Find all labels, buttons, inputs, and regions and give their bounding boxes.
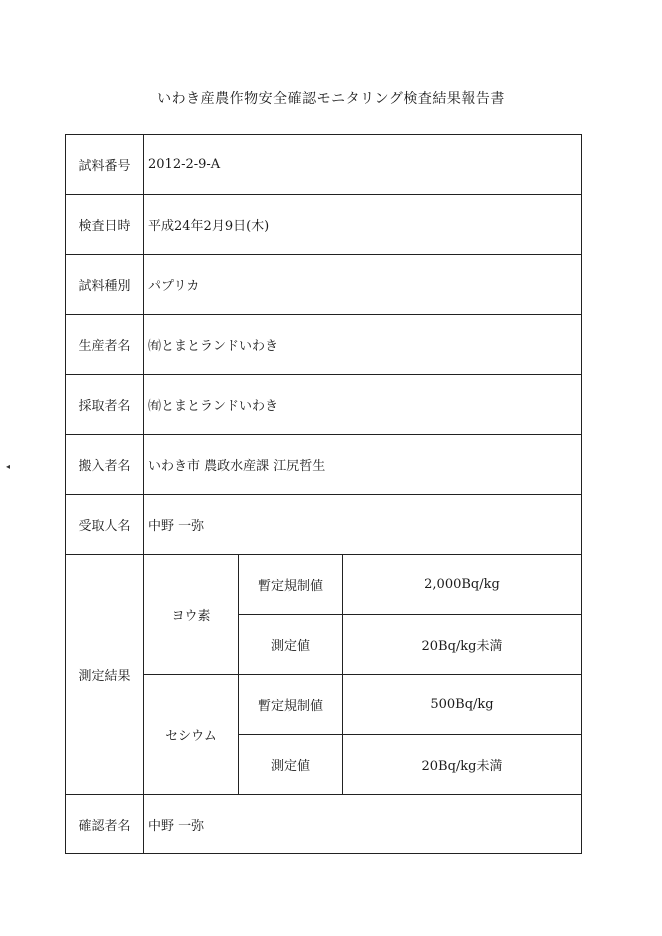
cesium-measured-value: 20Bq/kg未満 [343, 735, 582, 795]
sample-number-value: 2012-2-9-A [144, 135, 582, 195]
results-label: 測定結果 [66, 555, 144, 795]
row-sample-number [66, 135, 582, 195]
deliverer-value: いわき市 農政水産課 江尻哲生 [144, 435, 582, 495]
sample-type-label: 試料種別 [66, 255, 144, 315]
row-deliverer [66, 435, 582, 495]
row-sample-type [66, 255, 582, 315]
iodine-measured-label: 測定値 [239, 615, 343, 675]
cesium-measured-label: 測定値 [239, 735, 343, 795]
collector-value: ㈲とまとランドいわき [144, 375, 582, 435]
iodine-measured-value: 20Bq/kg未満 [343, 615, 582, 675]
confirmer-label: 確認者名 [66, 795, 144, 854]
inspection-date-value: 平成24年2月9日(木) [144, 195, 582, 255]
row-cesium-limit [66, 675, 582, 735]
sample-number-label: 試料番号 [66, 135, 144, 195]
row-collector [66, 375, 582, 435]
iodine-limit-label: 暫定規制値 [239, 555, 343, 615]
margin-arrow-icon: ◂ [6, 462, 11, 471]
sample-type-value: パプリカ [144, 255, 582, 315]
cesium-name: セシウム [144, 675, 239, 795]
iodine-name: ヨウ素 [144, 555, 239, 675]
row-confirmer [66, 795, 582, 854]
cesium-limit-label: 暫定規制値 [239, 675, 343, 735]
deliverer-label: 搬入者名 [66, 435, 144, 495]
row-iodine-limit [66, 555, 582, 615]
report-table [65, 134, 582, 854]
row-recipient [66, 495, 582, 555]
collector-label: 採取者名 [66, 375, 144, 435]
cesium-limit-value: 500Bq/kg [343, 675, 582, 735]
recipient-label: 受取人名 [66, 495, 144, 555]
confirmer-value: 中野 一弥 [144, 795, 582, 854]
row-inspection-date [66, 195, 582, 255]
producer-label: 生産者名 [66, 315, 144, 375]
producer-value: ㈲とまとランドいわき [144, 315, 582, 375]
report-title: いわき産農作物安全確認モニタリング検査結果報告書 [157, 91, 505, 107]
iodine-limit-value: 2,000Bq/kg [343, 555, 582, 615]
recipient-value: 中野 一弥 [144, 495, 582, 555]
inspection-date-label: 検査日時 [66, 195, 144, 255]
row-producer [66, 315, 582, 375]
